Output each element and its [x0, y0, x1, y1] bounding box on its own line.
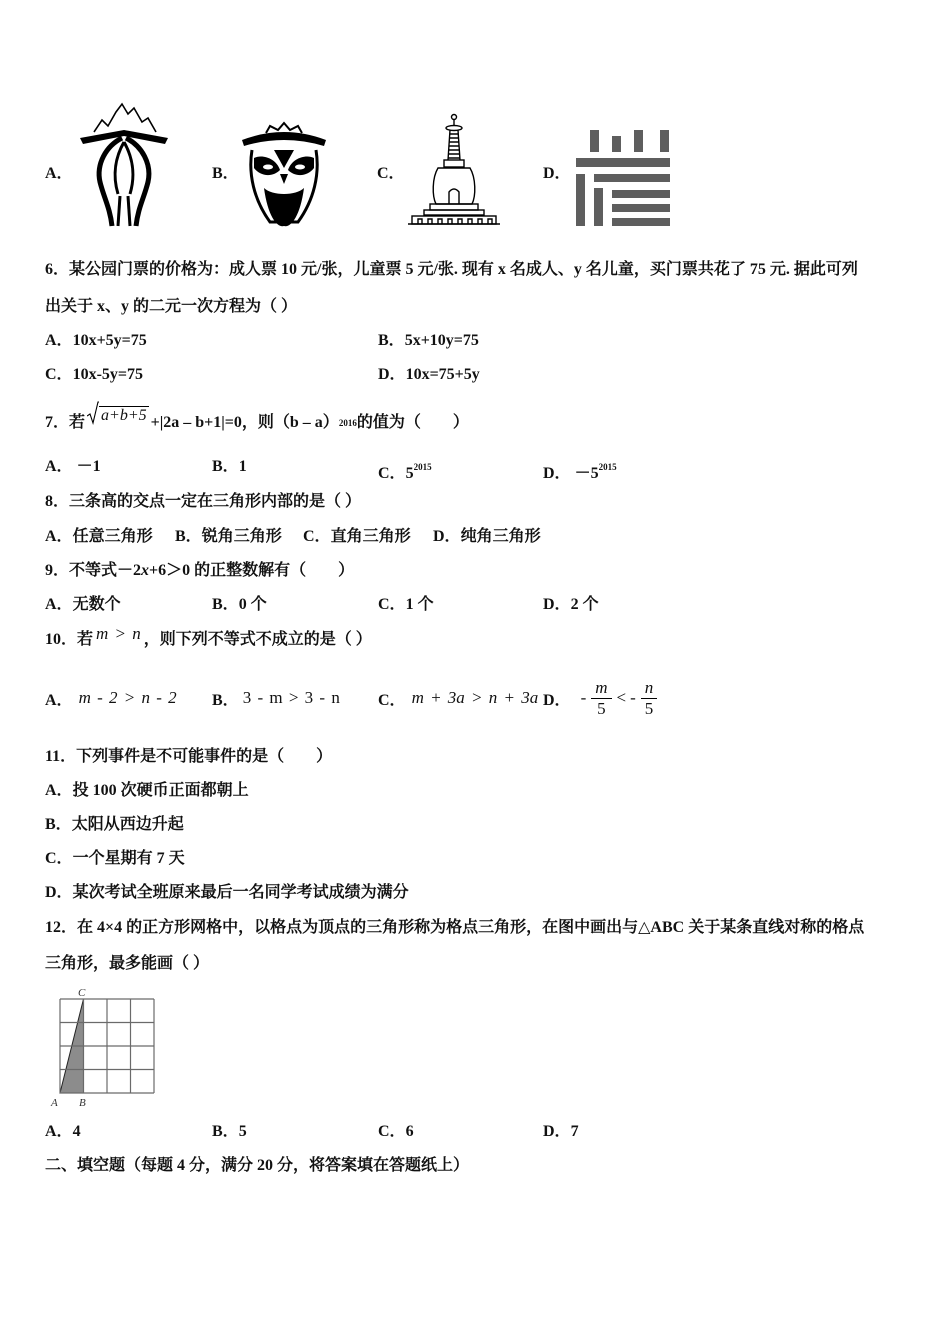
crown-band [242, 132, 326, 146]
crown-top [266, 123, 302, 133]
q8-option-a [45, 526, 153, 548]
inner-left-fold [115, 142, 124, 194]
option-text: 投 100 次硬币正面都朝上 [72, 782, 249, 799]
option-label: A． [45, 691, 73, 709]
stupa-body [433, 168, 475, 204]
option-math: m + 3a > n + 3a [411, 688, 539, 707]
q12-option-c [378, 1121, 414, 1143]
q9-variable: x [141, 562, 150, 579]
mountain-peaks [94, 104, 156, 132]
fraction-m-over-5 [591, 678, 611, 719]
q9-prefix: 9．不等式－2 [45, 562, 142, 579]
option-text: 2 个 [570, 596, 599, 613]
q10-option-d [543, 675, 660, 721]
figure-option-b-label: B． [212, 165, 239, 182]
q6-stem-line1: 6．某公园门票的价格为：成人票 10 元/张，儿童票 5 元/张. 现有 x 名成人、y 名儿童，买门票共花了 75 元. 据此可列 [45, 261, 858, 278]
pattern-bar [594, 174, 670, 182]
option-label: B． [212, 458, 239, 475]
option-label: B． [378, 332, 405, 349]
q11-stem: 11．下列事件是不可能事件的是（ ） [45, 748, 333, 765]
fraction-numerator: m [591, 678, 611, 699]
nose-mark [280, 174, 288, 184]
option-exponent: 2015 [413, 462, 432, 472]
right-leg [128, 196, 130, 226]
q9-stem [45, 560, 354, 582]
opera-mask-icon [240, 118, 328, 228]
option-text: 某次考试全班原来最后一名同学考试成绩为满分 [72, 884, 409, 901]
q12-stem-line1: 12．在 4×4 的正方形网格中，以格点为顶点的三角形称为格点三角形，在图中画出与△ABC 关于某条直线对称的格点 [45, 919, 865, 936]
q12-stem-line2: 三角形，最多能画（ ） [45, 955, 210, 972]
q11-option-c [45, 848, 185, 870]
option-text: 7 [570, 1123, 579, 1140]
option-label: A． [45, 782, 73, 799]
fraction-sign: - [580, 688, 587, 707]
q7-suffix: 的值为（ ） [356, 414, 469, 431]
q12-option-d [543, 1121, 579, 1143]
less-than-sign: < [616, 688, 627, 707]
q6-option-a [45, 330, 147, 352]
q10-suffix: ，则下列不等式不成立的是（ ） [143, 631, 372, 648]
pattern-bar [612, 204, 670, 212]
option-text: 5 [238, 1123, 247, 1140]
q9-option-c [378, 594, 434, 616]
right-eye [295, 165, 305, 170]
q11-option-a [45, 780, 249, 802]
option-text: 任意三角形 [72, 528, 153, 545]
stupa-door [449, 189, 459, 204]
q6-option-d [378, 364, 480, 386]
pattern-bar [660, 130, 669, 152]
option-label: C． [378, 465, 406, 482]
option-label: D． [543, 465, 571, 482]
option-label: B． [212, 1123, 239, 1140]
option-text: 6 [405, 1123, 414, 1140]
option-text: 锐角三角形 [201, 528, 282, 545]
grid-label-b: B [79, 1097, 86, 1109]
option-text: 太阳从西边升起 [71, 816, 184, 833]
fraction-n-over-5 [641, 678, 658, 719]
option-label: D． [543, 596, 571, 613]
grid-label-a: A [51, 1097, 58, 1109]
option-text: 0 个 [238, 596, 267, 613]
q8-option-b [175, 526, 282, 548]
option-label: C． [45, 850, 73, 867]
option-label: C． [378, 691, 406, 709]
q10-stem [45, 624, 372, 651]
option-label: A． [45, 528, 73, 545]
option-label: A． [45, 596, 73, 613]
fraction-denominator: 5 [597, 698, 606, 718]
option-label: C． [303, 528, 331, 545]
left-eye [263, 165, 273, 170]
option-label: B． [175, 528, 202, 545]
figure-option-a-label: A． [45, 165, 73, 182]
option-text: 10x=75+5y [405, 366, 480, 383]
option-math: 3 - m > 3 - n [242, 688, 340, 707]
radical-sign-icon [87, 401, 99, 425]
pattern-bar [612, 218, 670, 226]
q10-prefix: 10．若 [45, 631, 94, 648]
q7-square-root [87, 401, 149, 425]
spire-tip [452, 115, 457, 120]
pattern-bar [576, 158, 670, 167]
option-label: C． [378, 596, 406, 613]
option-text: 10x-5y=75 [72, 366, 144, 383]
option-label: D． [378, 366, 406, 383]
pattern-bar [634, 130, 643, 152]
q9-suffix: +6＞0 的正整数解有（ ） [149, 562, 355, 579]
q7-prefix: 7．若 [45, 414, 86, 431]
base-tier-1 [430, 204, 478, 210]
q7-option-b [212, 456, 247, 478]
option-text: 纯角三角形 [460, 528, 541, 545]
fraction-numerator: n [641, 678, 658, 699]
grid-label-c: C [78, 987, 86, 999]
q10-condition: m > n [96, 624, 141, 643]
maze-pattern-icon [576, 130, 670, 226]
spire-tiers [448, 130, 460, 160]
option-label: A． [45, 332, 73, 349]
q7-option-a [45, 456, 101, 478]
option-label: B． [45, 816, 72, 833]
q12-option-b [212, 1121, 247, 1143]
pattern-bar [590, 130, 599, 152]
q9-option-b [212, 594, 267, 616]
inner-right-fold [124, 142, 133, 194]
q12-option-a [45, 1121, 81, 1143]
option-text: 无数个 [72, 596, 121, 613]
option-label: B． [212, 691, 239, 709]
option-label: C． [378, 1123, 406, 1140]
figure-option-c-label: C． [377, 165, 405, 182]
mountain-emblem-icon [80, 98, 168, 230]
pattern-bar [612, 136, 621, 152]
option-text: 一个星期有 7 天 [72, 850, 185, 867]
q11-option-b [45, 814, 184, 836]
q7-exponent: 2016 [338, 418, 357, 428]
q10-option-a [45, 675, 177, 721]
option-text: 5x+10y=75 [404, 332, 479, 349]
option-text: －5 [574, 465, 599, 482]
q8-stem: 8．三条高的交点一定在三角形内部的是（ ） [45, 493, 362, 510]
q7-option-d [543, 456, 617, 485]
q10-option-b [212, 675, 340, 721]
spire-base [444, 160, 464, 167]
section-2-title: 二、填空题（每题 4 分，满分 20 分，将答案填在答题纸上） [45, 1157, 470, 1174]
pagoda-icon [408, 112, 500, 228]
q11-option-d [45, 882, 409, 904]
option-text: 1 个 [405, 596, 434, 613]
option-label: C． [45, 366, 73, 383]
left-leg [118, 196, 120, 226]
option-label: D． [543, 1123, 571, 1140]
figure-option-d-label: D． [543, 165, 571, 182]
option-exponent: 2015 [598, 462, 617, 472]
option-text: 1 [238, 458, 247, 475]
pattern-bar [594, 188, 603, 226]
q6-option-c [45, 364, 143, 386]
option-label: D． [433, 528, 461, 545]
q7-middle: +|2a – b+1|=0，则（b – a） [150, 414, 339, 431]
q9-option-d [543, 594, 599, 616]
spire-disc [446, 126, 462, 131]
q7-option-c [378, 456, 432, 485]
q6-stem-line2: 出关于 x、y 的二元一次方程为（ ） [45, 298, 298, 315]
platform-arches [418, 219, 492, 224]
base-tier-2 [424, 210, 484, 215]
fraction-denominator: 5 [644, 698, 654, 718]
q6-option-b [378, 330, 479, 352]
option-text: 5 [405, 465, 414, 482]
pattern-bar [576, 174, 585, 226]
option-label: B． [212, 596, 239, 613]
q8-option-c [303, 526, 411, 548]
q9-option-a [45, 594, 121, 616]
option-text: 直角三角形 [330, 528, 411, 545]
option-math: m - 2 > n - 2 [78, 688, 177, 707]
grid-figure [46, 985, 162, 1111]
option-label: D． [543, 691, 571, 709]
q10-option-c [378, 675, 538, 721]
pattern-bar [612, 190, 670, 198]
option-text: －1 [76, 458, 101, 475]
fraction-sign: - [630, 688, 636, 707]
option-label: A． [45, 458, 73, 475]
q8-option-d [433, 526, 541, 548]
q7-radicand: a+b+5 [101, 407, 147, 424]
option-label: D． [45, 884, 73, 901]
option-text: 4 [72, 1123, 81, 1140]
option-label: A． [45, 1123, 73, 1140]
q7-stem [45, 407, 469, 434]
option-text: 10x+5y=75 [72, 332, 147, 349]
base-platform [412, 216, 496, 224]
